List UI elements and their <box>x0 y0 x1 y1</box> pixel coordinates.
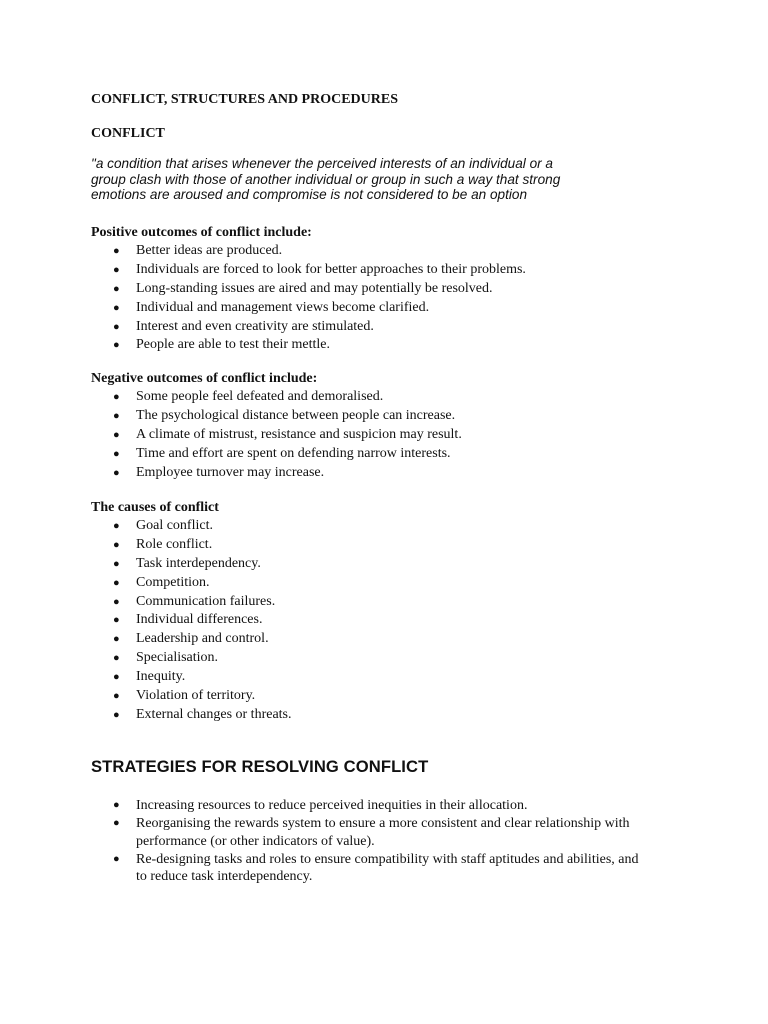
bullet-icon: ● <box>113 817 120 829</box>
bullet-icon: ● <box>113 852 120 865</box>
bullet-icon: ● <box>113 409 120 422</box>
bullet-icon: ● <box>113 320 120 333</box>
list-item-text <box>136 797 696 815</box>
bullet-icon: ● <box>113 652 120 665</box>
bullet-icon: ● <box>113 799 120 811</box>
definition-line: emotions are aroused and compromise is not considered to be an option <box>91 187 528 202</box>
definition-line: "a condition that arises whenever the perceived interests of an individual or a <box>91 156 553 171</box>
bullet-icon: ● <box>113 282 120 295</box>
bullet-icon: ● <box>113 428 120 441</box>
list-item-text <box>136 851 696 886</box>
bullet-icon: ● <box>113 301 120 314</box>
bullet-icon: ● <box>113 633 120 646</box>
strategies-heading: STRATEGIES FOR RESOLVING CONFLICT <box>91 757 429 776</box>
bullet-icon: ● <box>113 466 120 479</box>
bullet-icon: ● <box>113 557 120 570</box>
bullet-icon: ● <box>113 671 120 684</box>
bullet-icon: ● <box>113 595 120 608</box>
bullet-icon: ● <box>113 245 120 257</box>
list-item <box>0 815 696 850</box>
conflict-definition-quote <box>91 156 591 203</box>
list-item <box>0 851 696 886</box>
list-item-text <box>136 815 696 850</box>
bullet-icon: ● <box>113 614 120 627</box>
bullet-icon: ● <box>113 263 120 276</box>
positive-outcomes-heading: Positive outcomes of conflict include: <box>91 225 312 240</box>
list-item-line: Increasing resources to reduce perceived inequities in their allocation. <box>136 798 528 813</box>
bullet-icon: ● <box>113 538 120 551</box>
bullet-icon: ● <box>113 520 120 532</box>
list-item-line: Reorganising the rewards system to ensure a more consistent and clear relationship with <box>136 816 630 831</box>
list-item-line: to reduce task interdependency. <box>136 869 313 884</box>
list-item-line: performance (or other indicators of value). <box>136 833 375 849</box>
strategies-list <box>0 797 696 886</box>
document-title: CONFLICT, STRUCTURES AND PROCEDURES <box>91 92 399 107</box>
list-item-line: Re-designing tasks and roles to ensure compatibility with staff aptitudes and abilities, and <box>136 851 639 867</box>
document-page: CONFLICT, STRUCTURES AND PROCEDURES CONFLICT "a condition that arises whenever the perceived interests of an individual or a group clash with those of another individual or group in such a way that strong emotions are aroused and compromise is not considered to be an option Positive outcomes of conflict include: ● Better ideas are produced. ● Individuals are forced to look for better approaches to their problems. ● Long-standing issues are aired and may potentially be resolved. ● Individual and management views become clarified. ● Interest and even creativity are stimulated. ● People are able to test their mettle. Negative outcomes of conflict include: ● Some people feel defeated and demoralised. ● The psychological distance between people can increase. ● A climate of mistrust, resistance and suspicion may result. ● Time and effort are spent on defending narrow interests. ● Employee turnover may increase. The causes of conflict ● Goal conflict. ● Role conflict. ● Task interdependency. ● Competition. ● Communication failures. ● Individual differences. ● Leadership and control. ● Specialisation. ● Inequity. ● Violation of territory. ● External changes or threats. STRATEGIES FOR RESOLVING CONFLICT ● Increasing resources to reduce perceived inequities in their allocation. ● Reorganising the rewards system to ensure a more consistent and clear relationship with performance (or other indicators of value). ● Re-designing tasks and roles to ensure compatibility with staff aptitudes and abilities, and to reduce task interdependency. <box>0 0 768 1024</box>
list-item <box>0 797 696 815</box>
bullet-icon: ● <box>113 447 120 460</box>
section-heading-conflict: CONFLICT <box>91 126 165 141</box>
causes-heading: The causes of conflict <box>91 500 219 515</box>
definition-line: group clash with those of another individual or group in such a way that strong <box>91 171 561 187</box>
bullet-icon: ● <box>113 391 120 403</box>
negative-outcomes-heading: Negative outcomes of conflict include: <box>91 371 318 386</box>
bullet-icon: ● <box>113 690 120 703</box>
bullet-icon: ● <box>113 339 120 352</box>
bullet-icon: ● <box>113 576 120 589</box>
bullet-icon: ● <box>113 708 120 721</box>
